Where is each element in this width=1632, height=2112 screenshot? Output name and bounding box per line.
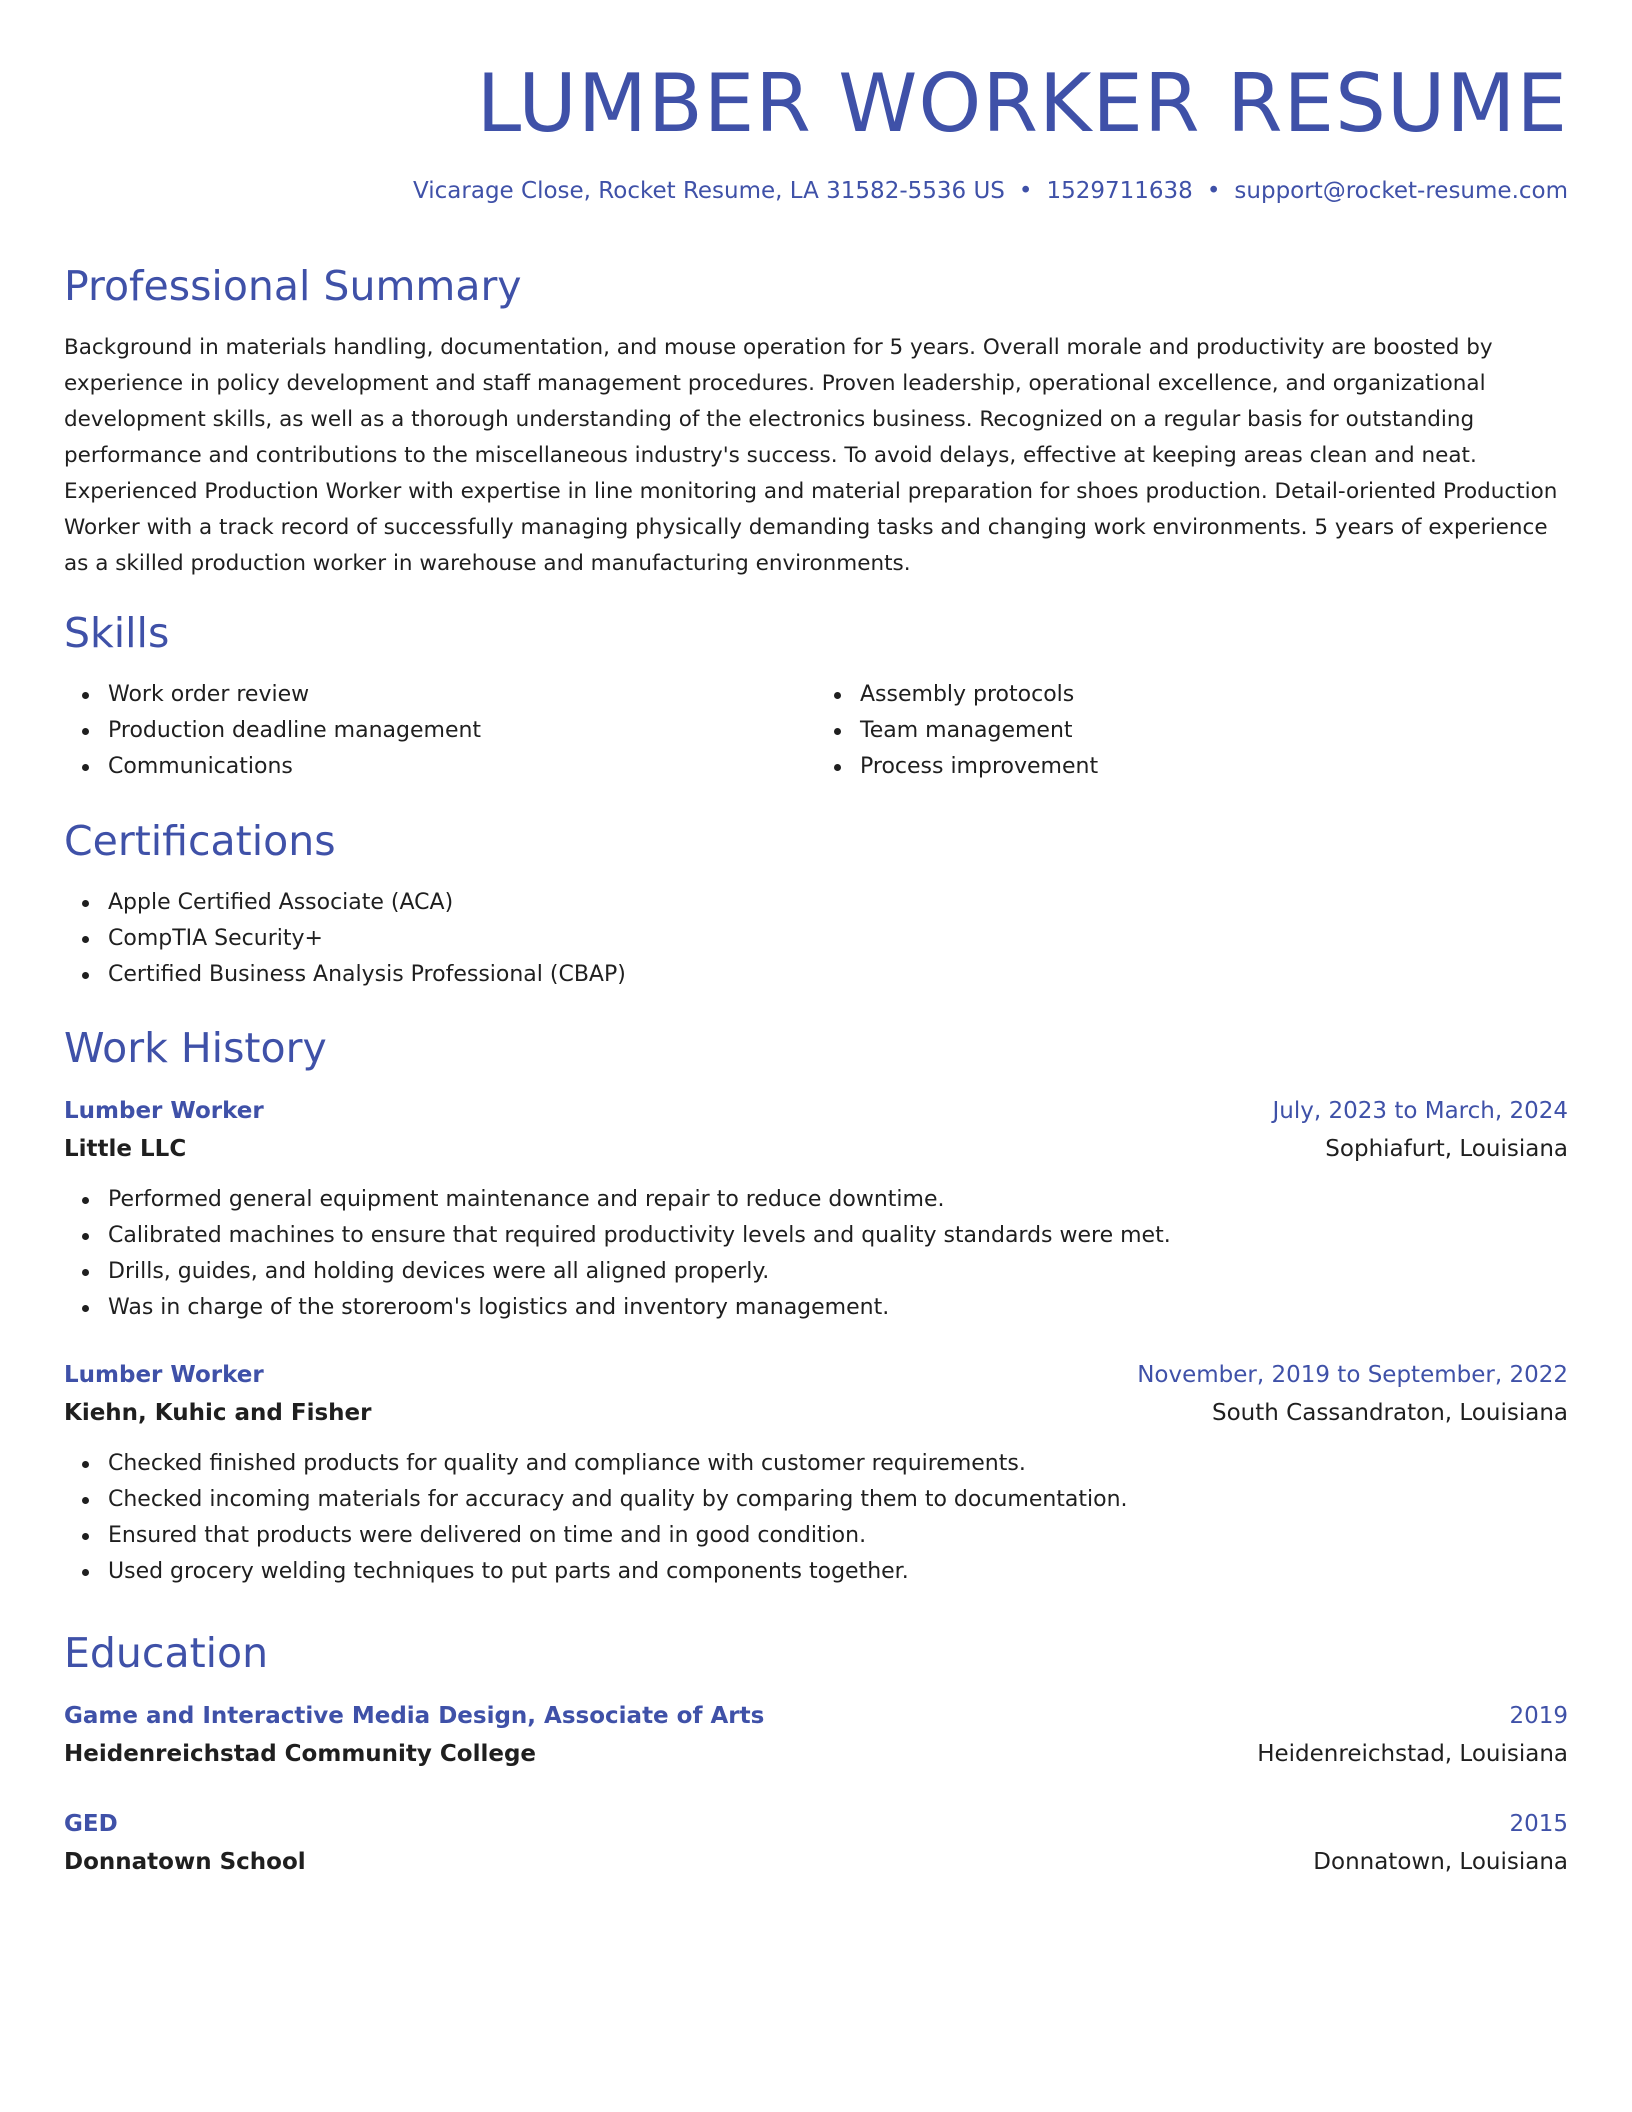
- job-company: Little LLC: [64, 1136, 187, 1162]
- education-school: Heidenreichstad Community College: [64, 1741, 537, 1767]
- job-location: South Cassandraton, Louisiana: [1212, 1400, 1568, 1426]
- education-degree: Game and Interactive Media Design, Associate of Arts: [64, 1703, 765, 1729]
- list-item: Process improvement: [860, 749, 1568, 785]
- education-location: Donnatown, Louisiana: [1313, 1849, 1568, 1875]
- education-header: [64, 1697, 1568, 1735]
- list-item: Production deadline management: [108, 713, 816, 749]
- job-header: [64, 1356, 1568, 1394]
- contact-email[interactable]: support@rocket-resume.com: [1234, 178, 1568, 204]
- section-title-skills: Skills: [64, 609, 170, 657]
- list-item: Team management: [860, 713, 1568, 749]
- education-entry: [64, 1697, 1568, 1773]
- list-item: Performed general equipment maintenance and repair to reduce downtime.: [108, 1182, 1568, 1218]
- job-entry: [64, 1356, 1568, 1590]
- list-item: Communications: [108, 749, 816, 785]
- job-header: [64, 1092, 1568, 1130]
- job-company: Kiehn, Kuhic and Fisher: [64, 1400, 372, 1426]
- job-bullets: [64, 1182, 1568, 1326]
- skills-list-right: [816, 677, 1568, 785]
- education-subheader: [64, 1843, 1568, 1881]
- section-title-education: Education: [64, 1629, 269, 1677]
- list-item: Assembly protocols: [860, 677, 1568, 713]
- list-item: Calibrated machines to ensure that required productivity levels and quality standards were met.: [108, 1218, 1568, 1254]
- contact-line: [413, 178, 1568, 204]
- list-item: Certified Business Analysis Professional (CBAP): [108, 957, 1568, 993]
- job-dates: July, 2023 to March, 2024: [1272, 1098, 1568, 1124]
- list-item: Checked finished products for quality and compliance with customer requirements.: [108, 1446, 1568, 1482]
- list-item: Work order review: [108, 677, 816, 713]
- list-item: CompTIA Security+: [108, 921, 1568, 957]
- education-year: 2019: [1509, 1703, 1568, 1729]
- section-title-work-history: Work History: [64, 1024, 327, 1072]
- education-location: Heidenreichstad, Louisiana: [1257, 1741, 1568, 1767]
- list-item: Drills, guides, and holding devices were all aligned properly.: [108, 1254, 1568, 1290]
- education-degree: GED: [64, 1811, 118, 1837]
- education-school: Donnatown School: [64, 1849, 306, 1875]
- section-title-summary: Professional Summary: [64, 262, 522, 310]
- education-header: [64, 1805, 1568, 1843]
- job-entry: [64, 1092, 1568, 1326]
- list-item: Checked incoming materials for accuracy and quality by comparing them to documentation.: [108, 1482, 1568, 1518]
- contact-separator: •: [1018, 178, 1033, 204]
- education-year: 2015: [1509, 1811, 1568, 1837]
- job-subheader: [64, 1394, 1568, 1432]
- summary-section: [64, 260, 1568, 582]
- job-dates: November, 2019 to September, 2022: [1137, 1362, 1568, 1388]
- resume-title: LUMBER WORKER RESUME: [476, 57, 1568, 150]
- skills-list-left: [64, 677, 816, 785]
- list-item: Was in charge of the storeroom's logistics and inventory management.: [108, 1290, 1568, 1326]
- list-item: Apple Certified Associate (ACA): [108, 885, 1568, 921]
- certifications-section: [64, 815, 1568, 993]
- summary-text: Background in materials handling, documentation, and mouse operation for 5 years. Overall morale and productivity are boosted by experience in policy development and staff management procedures. Proven leadership, operational excellence, and organizational development skills, as well as a thorough understanding of the electronics business. Recognized on a regular basis for outstanding performance and contributions to the miscellaneous industry's success. To avoid delays, effective at keeping areas clean and neat. Experienced Production Worker with expertise in line monitoring and material preparation for shoes production. Detail-oriented Production Worker with a track record of successfully managing physically demanding tasks and changing work environments. 5 years of experience as a skilled production worker in warehouse and manufacturing environments.: [64, 335, 1558, 576]
- list-item: Ensured that products were delivered on time and in good condition.: [108, 1518, 1568, 1554]
- skills-section: [64, 607, 1568, 785]
- section-title-certifications: Certifications: [64, 817, 336, 865]
- education-subheader: [64, 1735, 1568, 1773]
- education-section: [64, 1627, 1568, 1881]
- list-item: Used grocery welding techniques to put parts and components together.: [108, 1554, 1568, 1590]
- job-title: Lumber Worker: [64, 1362, 264, 1388]
- job-title: Lumber Worker: [64, 1098, 264, 1124]
- work-history-section: [64, 1022, 1568, 1590]
- job-location: Sophiafurt, Louisiana: [1325, 1136, 1568, 1162]
- job-subheader: [64, 1130, 1568, 1168]
- skills-grid: [64, 677, 1568, 785]
- contact-separator: •: [1206, 178, 1221, 204]
- contact-phone: 1529711638: [1046, 178, 1193, 204]
- job-bullets: [64, 1446, 1568, 1590]
- education-entry: [64, 1805, 1568, 1881]
- certifications-list: [64, 885, 1568, 993]
- contact-address: Vicarage Close, Rocket Resume, LA 31582-5536 US: [413, 178, 1005, 204]
